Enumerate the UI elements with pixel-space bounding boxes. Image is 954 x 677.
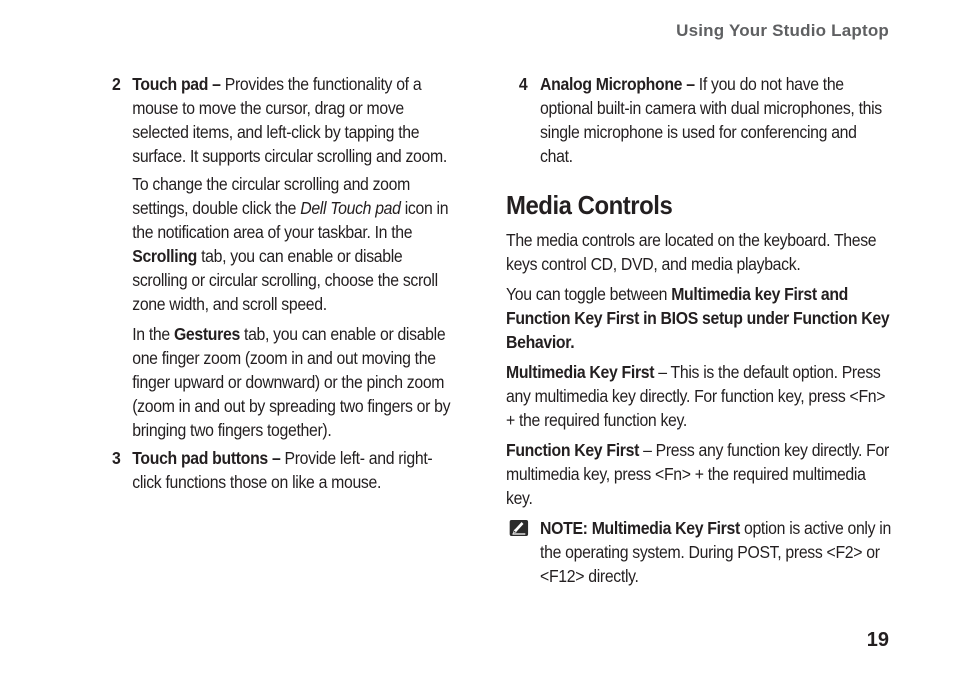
note-label: NOTE: Multimedia Key First <box>540 518 740 538</box>
list-item-analog-microphone <box>506 72 892 168</box>
running-header: Using Your Studio Laptop <box>676 21 889 40</box>
gestures-paragraph: In the Gestures tab, you can enable or disable one finger zoom (zoom in and out moving the finger upward or downward) or the pinch zoom (zoom in and out by spreading two fingers or by bringing two fingers together). <box>132 324 451 440</box>
page-number: 19 <box>866 629 889 651</box>
item-title: Analog Microphone – <box>540 74 695 94</box>
function-key-first-paragraph: Function Key First – Press any function key directly. For multimedia key, press <Fn> + the required multimedia key. <box>506 440 889 508</box>
gestures-tab-term: Gestures <box>173 324 240 344</box>
item-title: Touch pad – <box>132 74 221 94</box>
item-title: Touch pad buttons – <box>132 448 281 468</box>
multimedia-key-first-paragraph: Multimedia Key First – This is the default option. Press any multimedia key directly. For function key, press <Fn> + the required function key. <box>506 362 886 430</box>
right-column <box>506 72 926 594</box>
function-key-first-term: Function Key First <box>506 440 640 460</box>
left-column <box>112 72 482 500</box>
item-number: 2 <box>112 74 121 94</box>
multimedia-key-first-term: Multimedia Key First <box>506 362 655 382</box>
note-callout <box>506 516 892 588</box>
note-text: NOTE: Multimedia Key First option is active only in the operating system. During POST, press <F2> or <F12> directly. <box>540 518 891 586</box>
dell-touch-pad-term: Dell Touch pad <box>300 198 401 218</box>
note-pencil-icon <box>510 520 528 536</box>
item-number: 3 <box>112 448 121 468</box>
list-item-touch-pad-buttons <box>112 446 452 494</box>
touch-pad-settings-paragraph: To change the circular scrolling and zoom settings, double click the Dell Touch pad icon in the notification area of your taskbar. In the Scrolling tab, you can enable or disable scrolling or circular scrolling, choose the scroll zone width, and scroll speed. <box>132 174 449 314</box>
scrolling-tab-term: Scrolling <box>132 246 197 266</box>
section-heading: Media Controls <box>506 190 673 220</box>
touch-pad-buttons-description: Touch pad buttons – Provide left- and right-click functions those on like a mouse. <box>132 448 433 492</box>
touch-pad-description: Touch pad – Provides the functionality of a mouse to move the cursor, drag or move selected items, and left-click by tapping the surface. It supports circular scrolling and zoom. <box>132 74 447 166</box>
list-item-touch-pad <box>112 72 452 442</box>
analog-microphone-description: Analog Microphone – If you do not have the optional built-in camera with dual microphones, this single microphone is used for conferencing and chat. <box>540 74 882 166</box>
item-number: 4 <box>518 74 528 94</box>
media-controls-intro: The media controls are located on the keyboard. These keys control CD, DVD, and media playback. <box>506 230 877 274</box>
bios-setting-term: Multimedia key First and Function Key First in BIOS setup under Function Key Behavior. <box>506 284 890 352</box>
toggle-paragraph: You can toggle between Multimedia key First and Function Key First in BIOS setup under Function Key Behavior. <box>506 284 890 352</box>
